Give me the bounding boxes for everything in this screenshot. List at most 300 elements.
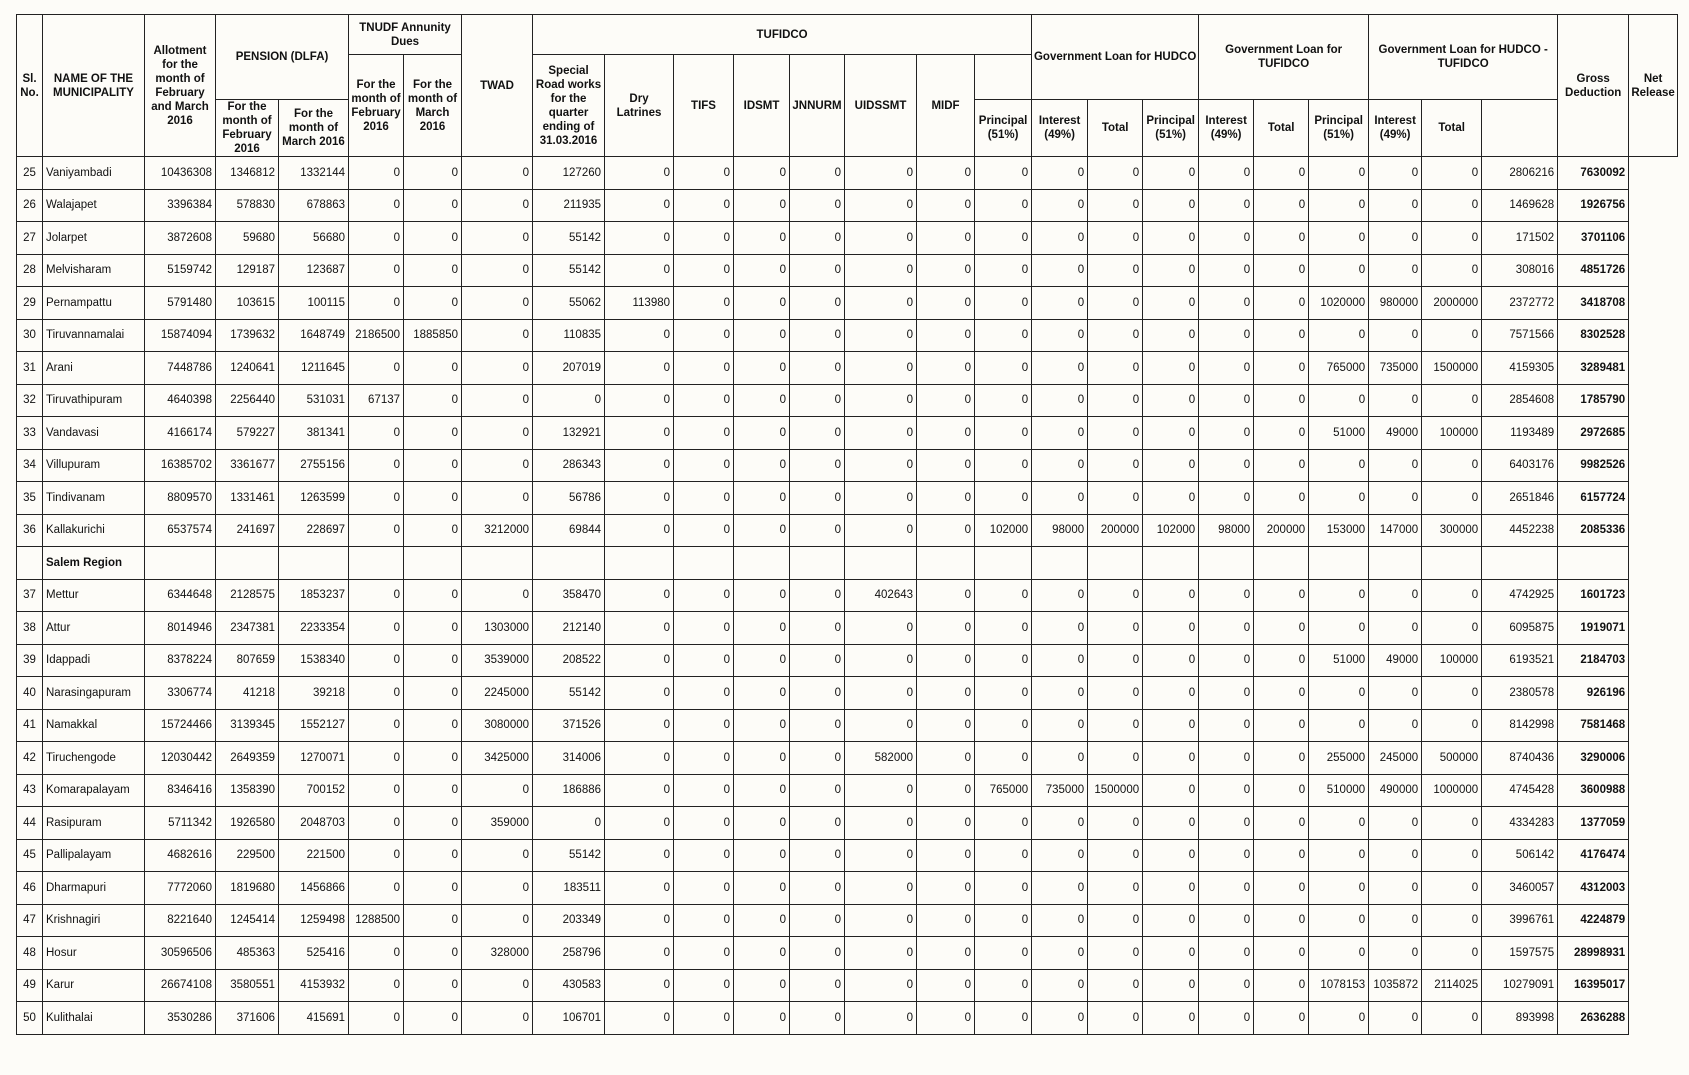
uidssmt-cell: 0	[845, 352, 917, 385]
hudco-total-cell: 0	[1088, 644, 1143, 677]
ht-principal-cell: 510000	[1309, 774, 1369, 807]
tifs-cell: 0	[674, 482, 734, 515]
pension-feb-cell: 129187	[216, 254, 279, 287]
tufidco-interest-cell: 0	[1199, 482, 1254, 515]
gross-deduction-cell: 4334283	[1482, 807, 1558, 840]
gross-deduction-cell: 506142	[1482, 839, 1558, 872]
table-row	[17, 1002, 1678, 1035]
hudco-interest-cell: 0	[1032, 709, 1088, 742]
tufidco-total-cell: 0	[1254, 969, 1309, 1002]
net-release-cell: 16395017	[1558, 969, 1629, 1002]
jnnurm-cell: 0	[790, 839, 845, 872]
ht-principal-cell: 255000	[1309, 742, 1369, 775]
pension-feb-cell: 229500	[216, 839, 279, 872]
net-release-cell: 3701106	[1558, 222, 1629, 255]
special-road-cell: 0	[533, 807, 605, 840]
tufidco-principal-cell: 0	[1143, 189, 1199, 222]
tufidco-interest-cell: 0	[1199, 254, 1254, 287]
pension-mar-cell: 1853237	[279, 579, 349, 612]
special-road-cell: 69844	[533, 514, 605, 547]
table-row	[17, 157, 1678, 190]
idsmt-cell: 0	[734, 1002, 790, 1035]
tufidco-total-cell: 0	[1254, 449, 1309, 482]
tifs-cell: 0	[674, 417, 734, 450]
tnudf-mar-cell: 0	[404, 449, 462, 482]
net-release-cell: 1785790	[1558, 384, 1629, 417]
special-road-cell: 132921	[533, 417, 605, 450]
idsmt-cell: 0	[734, 709, 790, 742]
region-row	[17, 547, 1678, 580]
gross-deduction-cell: 3460057	[1482, 872, 1558, 905]
hudco-principal-cell: 0	[975, 352, 1032, 385]
hudco-interest-cell: 0	[1032, 644, 1088, 677]
sl-no-cell: 25	[17, 157, 43, 190]
allotment-cell: 4166174	[145, 417, 216, 450]
uidssmt-cell: 0	[845, 709, 917, 742]
pension-mar-cell: 1552127	[279, 709, 349, 742]
header-idsmt: IDSMT	[734, 55, 790, 157]
jnnurm-cell: 0	[790, 417, 845, 450]
jnnurm-cell: 0	[790, 1002, 845, 1035]
twad-cell: 3425000	[462, 742, 533, 775]
municipality-name-cell: Attur	[43, 612, 145, 645]
ht-total-cell: 0	[1422, 254, 1482, 287]
tufidco-interest-cell: 0	[1199, 839, 1254, 872]
tnudf-feb-cell: 0	[349, 189, 404, 222]
hudco-total-cell: 0	[1088, 1002, 1143, 1035]
ht-interest-cell: 0	[1369, 222, 1422, 255]
ht-total-cell: 0	[1422, 384, 1482, 417]
pension-feb-cell: 1245414	[216, 904, 279, 937]
gross-deduction-cell: 4452238	[1482, 514, 1558, 547]
pension-feb-cell: 103615	[216, 287, 279, 320]
hudco-interest-cell: 0	[1032, 969, 1088, 1002]
pension-feb-cell: 579227	[216, 417, 279, 450]
region-empty-cell	[145, 547, 216, 580]
midf-cell: 0	[917, 872, 975, 905]
header-twad: TWAD	[462, 15, 533, 157]
ht-principal-cell: 0	[1309, 482, 1369, 515]
tifs-cell: 0	[674, 937, 734, 970]
tufidco-interest-cell: 0	[1199, 189, 1254, 222]
tnudf-mar-cell: 0	[404, 969, 462, 1002]
tufidco-interest-cell: 0	[1199, 872, 1254, 905]
pension-feb-cell: 807659	[216, 644, 279, 677]
tufidco-principal-cell: 0	[1143, 709, 1199, 742]
jnnurm-cell: 0	[790, 514, 845, 547]
tnudf-feb-cell: 0	[349, 254, 404, 287]
uidssmt-cell: 0	[845, 969, 917, 1002]
tufidco-interest-cell: 0	[1199, 612, 1254, 645]
tifs-cell: 0	[674, 742, 734, 775]
header-tnudf: TNUDF Annunity Dues	[349, 15, 462, 55]
hudco-principal-cell: 0	[975, 482, 1032, 515]
midf-cell: 0	[917, 742, 975, 775]
ht-principal-cell: 0	[1309, 612, 1369, 645]
hudco-interest-cell: 0	[1032, 189, 1088, 222]
tufidco-principal-cell: 0	[1143, 937, 1199, 970]
twad-cell: 0	[462, 872, 533, 905]
dry-latrines-cell: 0	[605, 677, 674, 710]
hudco-principal-cell: 0	[975, 157, 1032, 190]
region-empty-cell	[462, 547, 533, 580]
tifs-cell: 0	[674, 612, 734, 645]
allotment-cell: 4640398	[145, 384, 216, 417]
jnnurm-cell: 0	[790, 254, 845, 287]
pension-mar-cell: 1259498	[279, 904, 349, 937]
pension-mar-cell: 678863	[279, 189, 349, 222]
region-empty-cell	[279, 547, 349, 580]
tnudf-mar-cell: 0	[404, 937, 462, 970]
hudco-interest-cell: 0	[1032, 319, 1088, 352]
tnudf-feb-cell: 0	[349, 449, 404, 482]
net-release-cell: 7630092	[1558, 157, 1629, 190]
tufidco-interest-cell: 0	[1199, 937, 1254, 970]
hudco-interest-cell: 0	[1032, 449, 1088, 482]
uidssmt-cell: 0	[845, 254, 917, 287]
ht-interest-cell: 1035872	[1369, 969, 1422, 1002]
net-release-cell: 6157724	[1558, 482, 1629, 515]
allotment-cell: 8378224	[145, 644, 216, 677]
gross-deduction-cell: 3996761	[1482, 904, 1558, 937]
gross-deduction-cell: 8142998	[1482, 709, 1558, 742]
ht-interest-cell: 0	[1369, 157, 1422, 190]
sl-no-cell: 27	[17, 222, 43, 255]
ht-principal-cell: 0	[1309, 157, 1369, 190]
allotment-cell: 8809570	[145, 482, 216, 515]
tifs-cell: 0	[674, 222, 734, 255]
sl-no-cell: 46	[17, 872, 43, 905]
jnnurm-cell: 0	[790, 384, 845, 417]
pension-mar-cell: 1456866	[279, 872, 349, 905]
idsmt-cell: 0	[734, 872, 790, 905]
tufidco-total-cell: 0	[1254, 482, 1309, 515]
pension-mar-cell: 2048703	[279, 807, 349, 840]
allotment-cell: 26674108	[145, 969, 216, 1002]
table-row	[17, 872, 1678, 905]
net-release-cell: 3290006	[1558, 742, 1629, 775]
midf-cell: 0	[917, 417, 975, 450]
tnudf-feb-cell: 0	[349, 969, 404, 1002]
hudco-interest-cell: 0	[1032, 352, 1088, 385]
hudco-principal-cell: 0	[975, 612, 1032, 645]
pension-feb-cell: 485363	[216, 937, 279, 970]
gross-deduction-cell: 4745428	[1482, 774, 1558, 807]
ht-principal-cell: 0	[1309, 872, 1369, 905]
twad-cell: 0	[462, 482, 533, 515]
idsmt-cell: 0	[734, 774, 790, 807]
tufidco-interest-cell: 0	[1199, 287, 1254, 320]
hudco-principal-cell: 0	[975, 644, 1032, 677]
tifs-cell: 0	[674, 774, 734, 807]
hudco-interest-cell: 0	[1032, 417, 1088, 450]
ht-interest-cell: 0	[1369, 1002, 1422, 1035]
hudco-principal-cell: 0	[975, 287, 1032, 320]
hudco-principal-cell: 0	[975, 319, 1032, 352]
table-row	[17, 742, 1678, 775]
jnnurm-cell: 0	[790, 904, 845, 937]
tufidco-principal-cell: 0	[1143, 839, 1199, 872]
hudco-interest-cell: 0	[1032, 579, 1088, 612]
header-tufidco-principal: Principal (51%)	[1143, 100, 1199, 157]
hudco-principal-cell: 0	[975, 189, 1032, 222]
table-body	[17, 157, 1678, 1035]
tufidco-principal-cell: 0	[1143, 287, 1199, 320]
tifs-cell: 0	[674, 904, 734, 937]
hudco-total-cell: 0	[1088, 449, 1143, 482]
tnudf-mar-cell: 0	[404, 839, 462, 872]
tnudf-feb-cell: 0	[349, 774, 404, 807]
net-release-cell: 4176474	[1558, 839, 1629, 872]
hudco-total-cell: 0	[1088, 612, 1143, 645]
tufidco-total-cell: 0	[1254, 1002, 1309, 1035]
ht-interest-cell: 49000	[1369, 417, 1422, 450]
idsmt-cell: 0	[734, 807, 790, 840]
gross-deduction-cell: 2651846	[1482, 482, 1558, 515]
table-row	[17, 319, 1678, 352]
tufidco-total-cell: 0	[1254, 319, 1309, 352]
special-road-cell: 430583	[533, 969, 605, 1002]
pension-mar-cell: 1332144	[279, 157, 349, 190]
pension-feb-cell: 3580551	[216, 969, 279, 1002]
header-pension-feb: For the month of February 2016	[216, 100, 279, 157]
region-empty-cell	[1422, 547, 1482, 580]
tnudf-feb-cell: 0	[349, 872, 404, 905]
dry-latrines-cell: 0	[605, 807, 674, 840]
tnudf-mar-cell: 0	[404, 579, 462, 612]
tufidco-total-cell: 0	[1254, 189, 1309, 222]
ht-total-cell: 0	[1422, 839, 1482, 872]
uidssmt-cell: 0	[845, 839, 917, 872]
table-row	[17, 904, 1678, 937]
ht-total-cell: 300000	[1422, 514, 1482, 547]
net-release-cell: 4851726	[1558, 254, 1629, 287]
tnudf-mar-cell: 0	[404, 709, 462, 742]
ht-interest-cell: 0	[1369, 677, 1422, 710]
header-hudco-principal: Principal (51%)	[975, 100, 1032, 157]
pension-feb-cell: 41218	[216, 677, 279, 710]
ht-total-cell: 0	[1422, 579, 1482, 612]
tufidco-principal-cell: 102000	[1143, 514, 1199, 547]
table-header	[17, 15, 1678, 157]
gross-deduction-cell: 10279091	[1482, 969, 1558, 1002]
special-road-cell: 358470	[533, 579, 605, 612]
sl-no-cell: 47	[17, 904, 43, 937]
net-release-cell: 9982526	[1558, 449, 1629, 482]
pension-feb-cell: 1346812	[216, 157, 279, 190]
tnudf-feb-cell: 0	[349, 222, 404, 255]
hudco-interest-cell: 0	[1032, 384, 1088, 417]
jnnurm-cell: 0	[790, 677, 845, 710]
allotment-cell: 6537574	[145, 514, 216, 547]
pension-feb-cell: 2256440	[216, 384, 279, 417]
idsmt-cell: 0	[734, 352, 790, 385]
twad-cell: 0	[462, 1002, 533, 1035]
tufidco-interest-cell: 98000	[1199, 514, 1254, 547]
ht-interest-cell: 0	[1369, 319, 1422, 352]
allotment-cell: 5159742	[145, 254, 216, 287]
pension-mar-cell: 415691	[279, 1002, 349, 1035]
tnudf-mar-cell: 0	[404, 774, 462, 807]
gross-deduction-cell: 4159305	[1482, 352, 1558, 385]
ht-interest-cell: 0	[1369, 254, 1422, 287]
tifs-cell: 0	[674, 709, 734, 742]
allotment-cell: 3306774	[145, 677, 216, 710]
hudco-interest-cell: 98000	[1032, 514, 1088, 547]
twad-cell: 0	[462, 319, 533, 352]
ht-principal-cell: 0	[1309, 937, 1369, 970]
municipality-name-cell: Walajapet	[43, 189, 145, 222]
tnudf-feb-cell: 0	[349, 482, 404, 515]
region-empty-cell	[734, 547, 790, 580]
tufidco-interest-cell: 0	[1199, 417, 1254, 450]
tifs-cell: 0	[674, 319, 734, 352]
ht-interest-cell: 147000	[1369, 514, 1422, 547]
table-row	[17, 254, 1678, 287]
hudco-principal-cell: 0	[975, 904, 1032, 937]
tufidco-total-cell: 0	[1254, 157, 1309, 190]
jnnurm-cell: 0	[790, 969, 845, 1002]
tufidco-principal-cell: 0	[1143, 1002, 1199, 1035]
ht-total-cell: 2114025	[1422, 969, 1482, 1002]
tnudf-feb-cell: 0	[349, 612, 404, 645]
municipality-name-cell: Dharmapuri	[43, 872, 145, 905]
sl-no-cell: 26	[17, 189, 43, 222]
ht-total-cell: 1500000	[1422, 352, 1482, 385]
pension-feb-cell: 578830	[216, 189, 279, 222]
midf-cell: 0	[917, 807, 975, 840]
region-empty-cell	[404, 547, 462, 580]
tufidco-total-cell: 0	[1254, 579, 1309, 612]
header-tufidco-total: Total	[1254, 100, 1309, 157]
uidssmt-cell: 0	[845, 872, 917, 905]
twad-cell: 0	[462, 839, 533, 872]
midf-cell: 0	[917, 189, 975, 222]
municipality-name-cell: Krishnagiri	[43, 904, 145, 937]
tufidco-total-cell: 200000	[1254, 514, 1309, 547]
gross-deduction-cell: 2854608	[1482, 384, 1558, 417]
net-release-cell: 926196	[1558, 677, 1629, 710]
dry-latrines-cell: 0	[605, 937, 674, 970]
header-ht-principal: Principal (51%)	[1309, 100, 1369, 157]
tnudf-feb-cell: 67137	[349, 384, 404, 417]
allotment-cell: 8221640	[145, 904, 216, 937]
uidssmt-cell: 0	[845, 774, 917, 807]
hudco-principal-cell: 0	[975, 1002, 1032, 1035]
table-row	[17, 839, 1678, 872]
tufidco-interest-cell: 0	[1199, 579, 1254, 612]
hudco-principal-cell: 0	[975, 384, 1032, 417]
tnudf-mar-cell: 0	[404, 254, 462, 287]
special-road-cell: 0	[533, 384, 605, 417]
header-loan-hudco-tufidco: Government Loan for HUDCO - TUFIDCO	[1369, 15, 1558, 100]
tnudf-mar-cell: 0	[404, 807, 462, 840]
header-special-road: Special Road works for the quarter ending of 31.03.2016	[533, 55, 605, 157]
dry-latrines-cell: 0	[605, 449, 674, 482]
dry-latrines-cell: 0	[605, 352, 674, 385]
idsmt-cell: 0	[734, 384, 790, 417]
gross-deduction-cell: 8740436	[1482, 742, 1558, 775]
dry-latrines-cell: 0	[605, 839, 674, 872]
tufidco-principal-cell: 0	[1143, 417, 1199, 450]
region-empty-cell	[674, 547, 734, 580]
jnnurm-cell: 0	[790, 742, 845, 775]
ht-total-cell: 100000	[1422, 644, 1482, 677]
allotment-cell: 16385702	[145, 449, 216, 482]
region-empty-cell	[1088, 547, 1143, 580]
table-row	[17, 352, 1678, 385]
pension-feb-cell: 2128575	[216, 579, 279, 612]
jnnurm-cell: 0	[790, 774, 845, 807]
header-net-release: Net Release	[1629, 15, 1678, 157]
pension-mar-cell: 39218	[279, 677, 349, 710]
tnudf-feb-cell: 0	[349, 352, 404, 385]
header-loan-hudco: Government Loan for HUDCO	[1032, 15, 1199, 100]
midf-cell: 0	[917, 677, 975, 710]
tifs-cell: 0	[674, 254, 734, 287]
municipality-name-cell: Rasipuram	[43, 807, 145, 840]
net-release-cell: 4224879	[1558, 904, 1629, 937]
tnudf-feb-cell: 0	[349, 514, 404, 547]
ht-principal-cell: 0	[1309, 319, 1369, 352]
header-tifs: TIFS	[674, 55, 734, 157]
hudco-principal-cell: 0	[975, 449, 1032, 482]
jnnurm-cell: 0	[790, 579, 845, 612]
sl-no-cell: 39	[17, 644, 43, 677]
header-municipality-name: NAME OF THE MUNICIPALITY	[43, 15, 145, 157]
net-release-cell: 3418708	[1558, 287, 1629, 320]
ht-interest-cell: 0	[1369, 449, 1422, 482]
gross-deduction-cell: 6095875	[1482, 612, 1558, 645]
pension-mar-cell: 2233354	[279, 612, 349, 645]
hudco-principal-cell: 765000	[975, 774, 1032, 807]
special-road-cell: 314006	[533, 742, 605, 775]
sl-no-cell: 38	[17, 612, 43, 645]
ht-principal-cell: 0	[1309, 709, 1369, 742]
twad-cell: 0	[462, 157, 533, 190]
net-release-cell: 1926756	[1558, 189, 1629, 222]
hudco-total-cell: 0	[1088, 839, 1143, 872]
hudco-total-cell: 0	[1088, 742, 1143, 775]
allotment-cell: 3396384	[145, 189, 216, 222]
tufidco-interest-cell: 0	[1199, 807, 1254, 840]
special-road-cell: 55142	[533, 677, 605, 710]
header-hudco-total: Total	[1088, 100, 1143, 157]
idsmt-cell: 0	[734, 839, 790, 872]
special-road-cell: 56786	[533, 482, 605, 515]
uidssmt-cell: 0	[845, 514, 917, 547]
tufidco-total-cell: 0	[1254, 774, 1309, 807]
tnudf-mar-cell: 0	[404, 872, 462, 905]
jnnurm-cell: 0	[790, 449, 845, 482]
sl-no-cell: 30	[17, 319, 43, 352]
tnudf-mar-cell: 0	[404, 352, 462, 385]
sl-no-cell: 37	[17, 579, 43, 612]
pension-feb-cell: 1331461	[216, 482, 279, 515]
ht-principal-cell: 0	[1309, 904, 1369, 937]
deduction-statement-sheet	[16, 14, 1678, 1035]
midf-cell: 0	[917, 254, 975, 287]
municipality-name-cell: Tiruchengode	[43, 742, 145, 775]
allotment-cell: 12030442	[145, 742, 216, 775]
tnudf-mar-cell: 0	[404, 904, 462, 937]
uidssmt-cell: 0	[845, 677, 917, 710]
special-road-cell: 211935	[533, 189, 605, 222]
twad-cell: 328000	[462, 937, 533, 970]
ht-interest-cell: 980000	[1369, 287, 1422, 320]
net-release-cell: 3289481	[1558, 352, 1629, 385]
tufidco-interest-cell: 0	[1199, 319, 1254, 352]
